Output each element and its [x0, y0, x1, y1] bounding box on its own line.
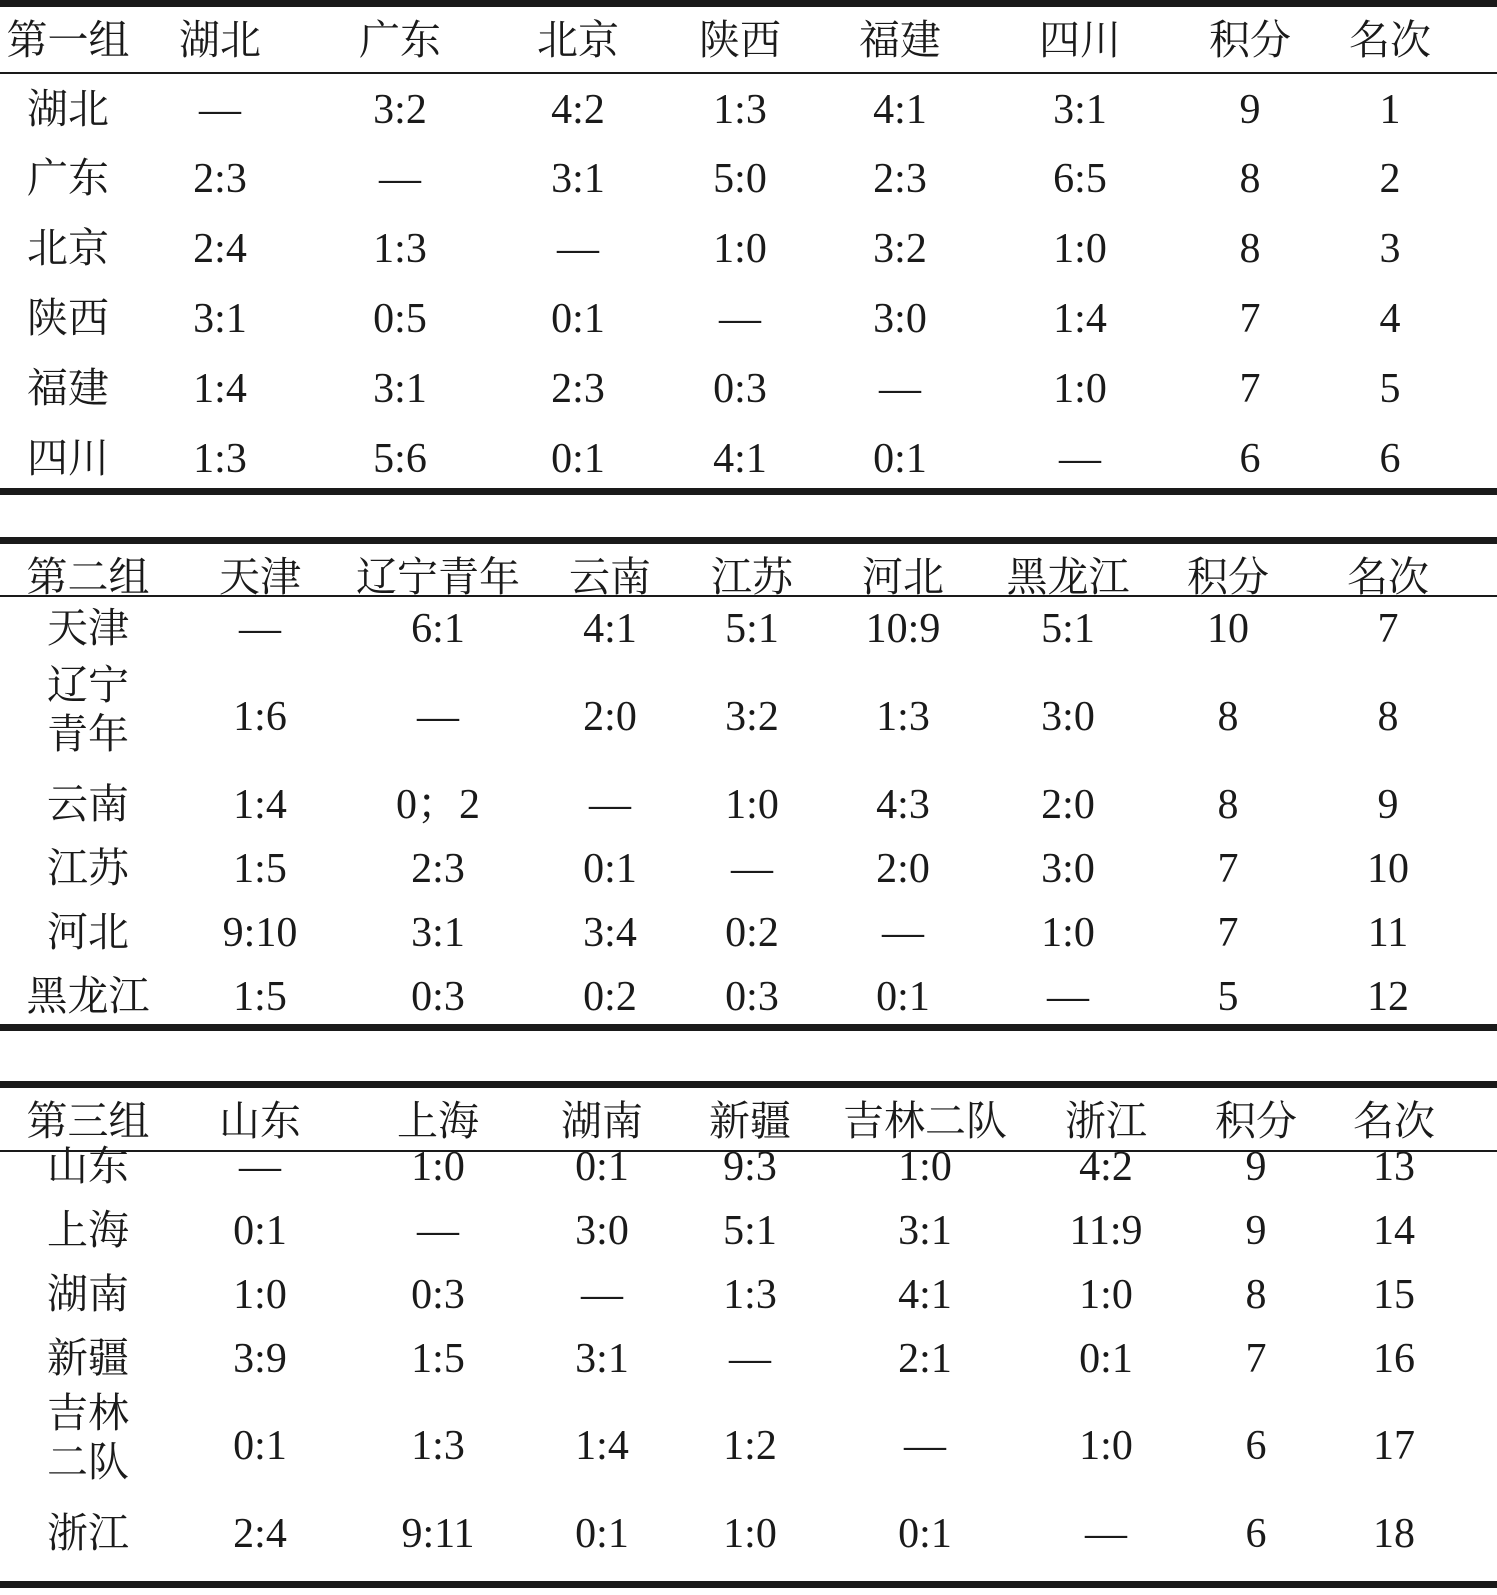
score-cell: —	[879, 366, 921, 412]
score-cell: —	[557, 226, 599, 272]
team-name: 福建	[27, 364, 109, 412]
score-cell: 4:3	[876, 782, 930, 828]
bottom-rule	[0, 488, 1497, 495]
score-cell: —	[719, 296, 761, 342]
score-cell: —	[1059, 436, 1101, 482]
score-cell: —	[589, 782, 631, 828]
rank-cell: 10	[1367, 846, 1409, 892]
score-cell: 2:1	[898, 1336, 952, 1382]
rank-cell: 18	[1373, 1511, 1415, 1557]
rank-cell: 14	[1373, 1208, 1415, 1254]
rank-header: 名次	[1349, 16, 1431, 64]
points-cell: 7	[1239, 366, 1261, 412]
team-name: 广东	[27, 154, 109, 202]
rank-cell: 5	[1379, 366, 1401, 412]
score-cell: —	[1085, 1511, 1127, 1557]
team-name: 云南	[47, 780, 129, 828]
score-cell: 1:0	[723, 1511, 777, 1557]
bottom-rule	[0, 1024, 1497, 1031]
score-cell: —	[239, 606, 281, 652]
score-cell: 3:0	[1041, 846, 1095, 892]
score-cell: 0:3	[411, 1272, 465, 1318]
score-cell: 1:3	[713, 87, 767, 133]
score-cell: —	[379, 156, 421, 202]
rank-cell: 13	[1373, 1144, 1415, 1190]
team-name: 浙江	[47, 1509, 129, 1557]
team-name: 湖南	[47, 1270, 129, 1318]
group-label: 第一组	[6, 16, 130, 64]
score-cell: 1:0	[1041, 910, 1095, 956]
score-cell: 0:2	[725, 910, 779, 956]
score-cell: 1:0	[233, 1272, 287, 1318]
points-cell: 5	[1217, 974, 1239, 1020]
score-cell: 3:1	[575, 1336, 629, 1382]
points-cell: 8	[1217, 694, 1239, 740]
score-cell: 2:3	[193, 156, 247, 202]
score-cell: —	[904, 1423, 946, 1469]
column-header: 四川	[1039, 16, 1121, 64]
team-name: 河北	[47, 908, 129, 956]
rank-cell: 8	[1377, 694, 1399, 740]
team-name: 黑龙江	[26, 972, 150, 1020]
score-cell: 1:3	[876, 694, 930, 740]
column-header: 江苏	[711, 553, 793, 601]
score-cell: 3:1	[1053, 87, 1107, 133]
team-name: 湖北	[27, 85, 109, 133]
score-cell: 3:2	[873, 226, 927, 272]
score-cell: 1:0	[713, 226, 767, 272]
score-cell: 3:2	[725, 694, 779, 740]
points-cell: 9	[1245, 1144, 1267, 1190]
column-header: 湖北	[179, 16, 261, 64]
score-cell: 0:1	[583, 846, 637, 892]
score-cell: 0:1	[898, 1511, 952, 1557]
score-cell: 3:0	[575, 1208, 629, 1254]
team-name: 山东	[47, 1142, 129, 1190]
points-header: 积分	[1209, 16, 1291, 64]
bottom-rule	[0, 1581, 1497, 1588]
score-cell: 3:0	[1041, 694, 1095, 740]
score-cell: 0:1	[876, 974, 930, 1020]
team-name: 新疆	[47, 1334, 129, 1382]
score-cell: 1:5	[233, 974, 287, 1020]
score-cell: 5:1	[723, 1208, 777, 1254]
score-cell: 0:1	[1079, 1336, 1133, 1382]
rank-cell: 15	[1373, 1272, 1415, 1318]
score-cell: 3:1	[898, 1208, 952, 1254]
column-header: 广东	[359, 16, 441, 64]
team-name: 辽宁青年	[47, 661, 129, 759]
score-cell: 1:0	[411, 1144, 465, 1190]
column-header: 湖南	[561, 1097, 643, 1145]
score-cell: 5:0	[713, 156, 767, 202]
score-cell: 9:3	[723, 1144, 777, 1190]
column-header: 上海	[397, 1097, 479, 1145]
score-cell: 1:3	[373, 226, 427, 272]
rank-cell: 16	[1373, 1336, 1415, 1382]
rank-cell: 1	[1379, 87, 1401, 133]
score-cell: 2:3	[411, 846, 465, 892]
points-cell: 7	[1217, 910, 1239, 956]
column-header: 陕西	[699, 16, 781, 64]
score-cell: 0:1	[575, 1511, 629, 1557]
score-cell: 6:5	[1053, 156, 1107, 202]
points-cell: 10	[1207, 606, 1249, 652]
score-cell: 3:1	[411, 910, 465, 956]
score-cell: 2:0	[583, 694, 637, 740]
rank-cell: 17	[1373, 1423, 1415, 1469]
top-rule	[0, 0, 1497, 7]
group-label: 第三组	[26, 1097, 150, 1145]
score-cell: 1:0	[1053, 366, 1107, 412]
score-cell: 0:1	[551, 296, 605, 342]
score-cell: 1:5	[233, 846, 287, 892]
rank-cell: 2	[1379, 156, 1401, 202]
points-cell: 7	[1239, 296, 1261, 342]
rank-cell: 12	[1367, 974, 1409, 1020]
score-cell: 3:4	[583, 910, 637, 956]
column-header: 黑龙江	[1006, 553, 1130, 601]
points-cell: 6	[1245, 1511, 1267, 1557]
score-cell: 5:6	[373, 436, 427, 482]
score-cell: —	[1047, 974, 1089, 1020]
score-cell: 9:10	[222, 910, 298, 956]
points-header: 积分	[1215, 1097, 1297, 1145]
score-cell: —	[581, 1272, 623, 1318]
column-header: 福建	[859, 16, 941, 64]
column-header: 天津	[219, 553, 301, 601]
points-cell: 7	[1245, 1336, 1267, 1382]
score-cell: 4:1	[713, 436, 767, 482]
points-cell: 9	[1239, 87, 1261, 133]
score-cell: 2:0	[876, 846, 930, 892]
score-cell: 1:4	[1053, 296, 1107, 342]
score-cell: 1:6	[233, 694, 287, 740]
score-cell: 0:1	[233, 1423, 287, 1469]
score-cell: 3:2	[373, 87, 427, 133]
team-name: 陕西	[27, 294, 109, 342]
score-cell: 4:1	[898, 1272, 952, 1318]
score-cell: 0:1	[575, 1144, 629, 1190]
score-cell: 1:3	[411, 1423, 465, 1469]
rank-header: 名次	[1347, 553, 1429, 601]
score-cell: 3:0	[873, 296, 927, 342]
column-header: 浙江	[1065, 1097, 1147, 1145]
score-cell: 1:4	[193, 366, 247, 412]
score-cell: 1:4	[575, 1423, 629, 1469]
team-name: 江苏	[47, 844, 129, 892]
points-cell: 8	[1245, 1272, 1267, 1318]
column-header: 云南	[569, 553, 651, 601]
rank-cell: 4	[1379, 296, 1401, 342]
score-cell: 5:1	[725, 606, 779, 652]
score-cell: —	[199, 87, 241, 133]
score-cell: 1:0	[725, 782, 779, 828]
team-name: 天津	[47, 604, 129, 652]
column-header: 辽宁青年	[356, 553, 520, 601]
points-cell: 8	[1239, 226, 1261, 272]
score-cell: 4:2	[551, 87, 605, 133]
score-cell: 1:0	[1079, 1423, 1133, 1469]
score-cell: 2:4	[233, 1511, 287, 1557]
score-cell: 6:1	[411, 606, 465, 652]
score-cell: 2:0	[1041, 782, 1095, 828]
points-cell: 6	[1245, 1423, 1267, 1469]
score-cell: 1:0	[1053, 226, 1107, 272]
score-cell: 0:2	[583, 974, 637, 1020]
score-cell: 2:3	[873, 156, 927, 202]
score-cell: —	[731, 846, 773, 892]
score-cell: 1:2	[723, 1423, 777, 1469]
rank-cell: 9	[1377, 782, 1399, 828]
points-cell: 9	[1245, 1208, 1267, 1254]
rank-cell: 7	[1377, 606, 1399, 652]
score-cell: 2:3	[551, 366, 605, 412]
score-cell: 1:3	[723, 1272, 777, 1318]
rank-header: 名次	[1353, 1097, 1435, 1145]
column-header: 新疆	[709, 1097, 791, 1145]
score-cell: 1:0	[1079, 1272, 1133, 1318]
score-cell: 0:3	[713, 366, 767, 412]
header-rule	[0, 72, 1497, 74]
top-rule	[0, 1081, 1497, 1088]
score-cell: 5:1	[1041, 606, 1095, 652]
score-cell: 10:9	[865, 606, 941, 652]
column-header: 河北	[862, 553, 944, 601]
team-name: 四川	[27, 434, 109, 482]
score-cell: 0:1	[551, 436, 605, 482]
points-cell: 6	[1239, 436, 1261, 482]
column-header: 北京	[537, 16, 619, 64]
score-cell: —	[729, 1336, 771, 1382]
team-name: 北京	[27, 224, 109, 272]
score-cell: 0:3	[725, 974, 779, 1020]
score-cell: 9:11	[401, 1511, 475, 1557]
rank-cell: 6	[1379, 436, 1401, 482]
column-header: 吉林二队	[843, 1097, 1007, 1145]
group-label: 第二组	[26, 553, 150, 601]
points-header: 积分	[1187, 553, 1269, 601]
score-cell: 4:1	[873, 87, 927, 133]
score-cell: —	[882, 910, 924, 956]
column-header: 山东	[219, 1097, 301, 1145]
score-cell: —	[417, 694, 459, 740]
score-cell: 3:9	[233, 1336, 287, 1382]
score-cell: 3:1	[373, 366, 427, 412]
score-cell: 0:1	[233, 1208, 287, 1254]
score-cell: 0:3	[411, 974, 465, 1020]
rank-cell: 11	[1367, 910, 1409, 956]
score-cell: 11:9	[1069, 1208, 1143, 1254]
score-cell: 2:4	[193, 226, 247, 272]
score-cell: 3:1	[193, 296, 247, 342]
score-cell: —	[239, 1144, 281, 1190]
score-cell: 0:1	[873, 436, 927, 482]
score-cell: 0；2	[395, 782, 481, 828]
team-name: 吉林二队	[47, 1389, 129, 1487]
score-cell: 1:3	[193, 436, 247, 482]
score-cell: 1:5	[411, 1336, 465, 1382]
score-cell: —	[417, 1208, 459, 1254]
score-cell: 3:1	[551, 156, 605, 202]
rank-cell: 3	[1379, 226, 1401, 272]
score-cell: 4:2	[1079, 1144, 1133, 1190]
team-name: 上海	[47, 1206, 129, 1254]
score-cell: 1:4	[233, 782, 287, 828]
score-cell: 0:5	[373, 296, 427, 342]
points-cell: 8	[1239, 156, 1261, 202]
top-rule	[0, 537, 1497, 544]
points-cell: 7	[1217, 846, 1239, 892]
score-cell: 1:0	[898, 1144, 952, 1190]
points-cell: 8	[1217, 782, 1239, 828]
score-cell: 4:1	[583, 606, 637, 652]
